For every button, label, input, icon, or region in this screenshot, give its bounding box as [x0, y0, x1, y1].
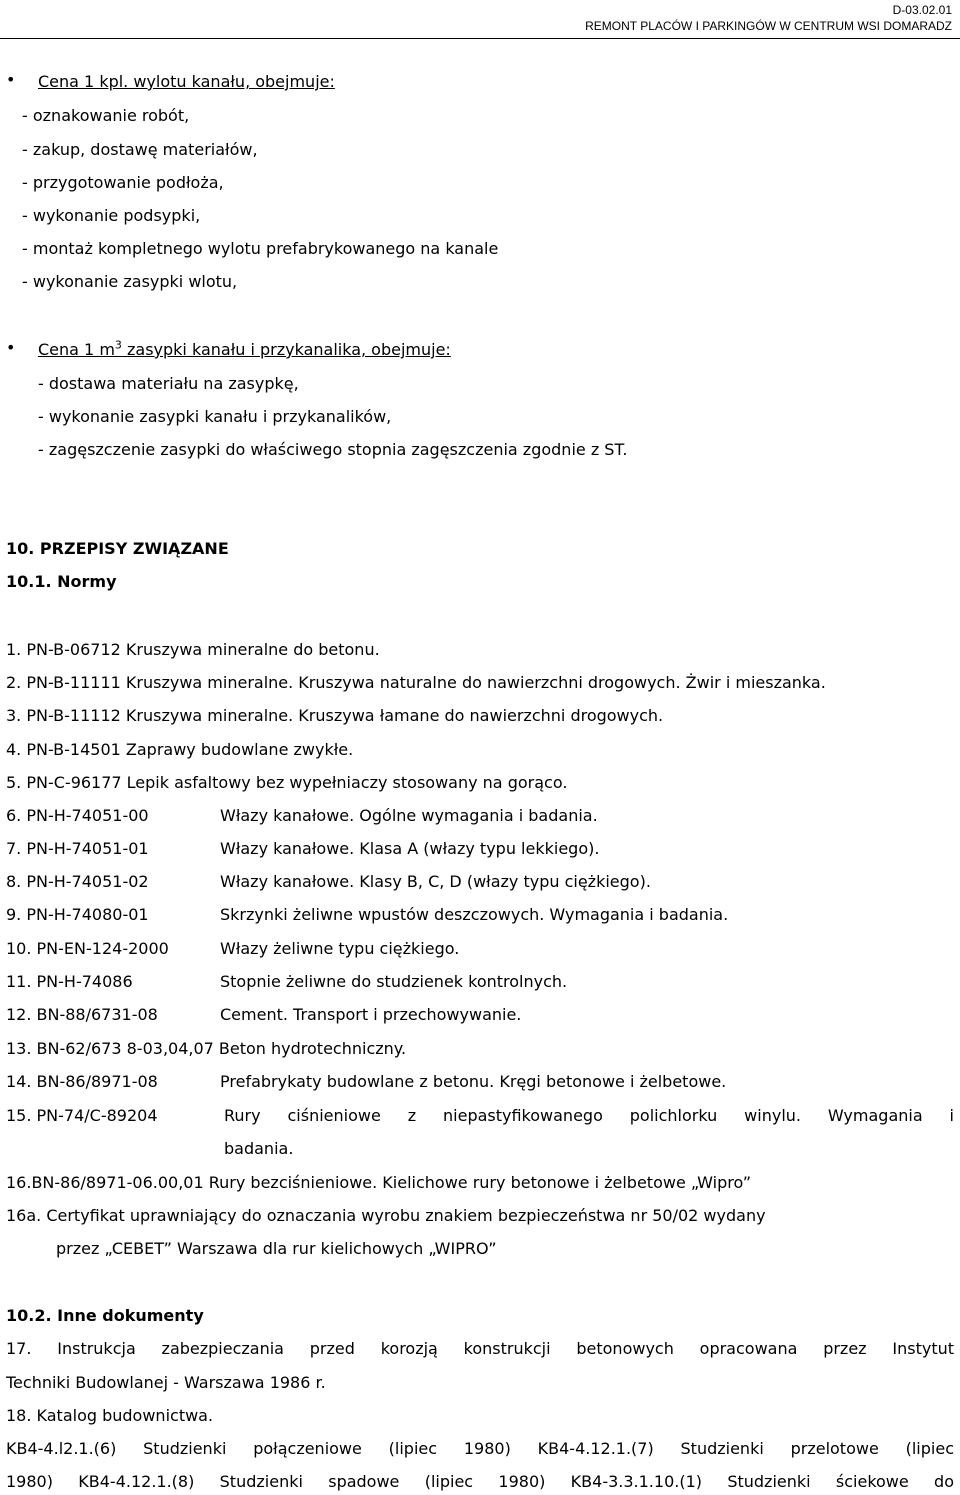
norm-code: 11. PN-H-74086 — [6, 972, 133, 991]
catalog-line: KB4-4.l2.1.(6) Studzienki połączeniowe (lipiec 1980) KB4-4.12.1.(7) Studzienki przelotowe (lipiec — [6, 1439, 954, 1458]
page-header — [585, 2, 952, 34]
bullet1-item: - wykonanie podsypki, — [22, 206, 201, 225]
norm-item: 4. PN-B-14501 Zaprawy budowlane zwykłe. — [6, 740, 354, 759]
bullet2-title: Cena 1 $m^3$ zasypki kanału i przykanalika, obejmuje: — [38, 338, 451, 359]
section-heading: 10. PRZEPISY ZWIĄZANE — [6, 539, 229, 558]
bullet1-item: - montaż kompletnego wylotu prefabrykowanego na kanale — [22, 239, 499, 258]
norm-description-continued: badania. — [224, 1139, 294, 1158]
header-divider — [0, 38, 960, 39]
norm-item: 16.BN-86/8971-06.00,01 Rury bezciśnieniowe. Kielichowe rury betonowe i żelbetowe „Wipro” — [6, 1173, 751, 1192]
catalog-line: 1980) KB4-4.12.1.(8) Studzienki spadowe (lipiec 1980) KB4-3.3.1.10.(1) Studzienki ściekowe do — [6, 1472, 954, 1491]
norm-item — [6, 937, 459, 961]
document-item: 17. Instrukcja zabezpieczania przed korozją konstrukcji betonowych opracowana przez Instytut — [6, 1339, 954, 1358]
bullet-icon: • — [6, 70, 16, 89]
norm-description: Włazy kanałowe. Klasy B, C, D (włazy typu ciężkiego). — [220, 872, 651, 891]
bullet2-item: - wykonanie zasypki kanału i przykanalików, — [38, 407, 392, 426]
norm-description: Cement. Transport i przechowywanie. — [220, 1005, 522, 1024]
bullet-icon: • — [6, 338, 16, 357]
norm-description: Włazy kanałowe. Ogólne wymagania i badania. — [220, 806, 598, 825]
norm-item: 1. PN-B-06712 Kruszywa mineralne do betonu. — [6, 640, 380, 659]
bullet1-title: Cena 1 kpl. wylotu kanału, obejmuje: — [38, 72, 335, 91]
norm-item — [6, 970, 567, 994]
norm-description: Włazy kanałowe. Klasa A (włazy typu lekkiego). — [220, 839, 600, 858]
document-item: 18. Katalog budownictwa. — [6, 1406, 214, 1425]
subsection-heading: 10.2. Inne dokumenty — [6, 1306, 204, 1325]
certificate-item-continued: przez „CEBET” Warszawa dla rur kielichowych „WIPRO” — [56, 1239, 497, 1258]
norm-code: 14. BN-86/8971-08 — [6, 1072, 158, 1091]
norm-item: 13. BN-62/673 8-03,04,07 Beton hydrotechniczny. — [6, 1039, 407, 1058]
norm-description: Skrzynki żeliwne wpustów deszczowych. Wymagania i badania. — [220, 905, 729, 924]
norm-item — [6, 837, 599, 861]
norm-description: Włazy żeliwne typu ciężkiego. — [220, 939, 460, 958]
bullet1-item: - oznakowanie robót, — [22, 106, 190, 125]
norm-code: 12. BN-88/6731-08 — [6, 1005, 158, 1024]
norm-description: Prefabrykaty budowlane z betonu. Kręgi betonowe i żelbetowe. — [220, 1072, 727, 1091]
bullet1-item: - wykonanie zasypki wlotu, — [22, 272, 238, 291]
bullet1-item: - zakup, dostawę materiałów, — [22, 140, 258, 159]
norm-code: 8. PN-H-74051-02 — [6, 872, 149, 891]
document-code: D-03.02.01 — [892, 3, 952, 17]
norm-code: 9. PN-H-74080-01 — [6, 905, 149, 924]
document-title: REMONT PLACÓW I PARKINGÓW W CENTRUM WSI DOMARADZ — [585, 19, 952, 33]
norm-item: 3. PN-B-11112 Kruszywa mineralne. Kruszywa łamane do nawierzchni drogowych. — [6, 706, 664, 725]
norm-item — [6, 804, 598, 828]
norm-item: 2. PN-B-11111 Kruszywa mineralne. Kruszywa naturalne do nawierzchni drogowych. Żwir i mieszanka. — [6, 673, 826, 692]
subsection-heading: 10.1. Normy — [6, 572, 117, 591]
norm-item — [6, 1003, 521, 1027]
document-item-continued: Techniki Budowlanej - Warszawa 1986 r. — [6, 1373, 326, 1392]
bullet1-item: - przygotowanie podłoża, — [22, 173, 224, 192]
norm-code: 10. PN-EN-124-2000 — [6, 939, 169, 958]
norm-code: 6. PN-H-74051-00 — [6, 806, 149, 825]
bullet2-item: - zagęszczenie zasypki do właściwego stopnia zagęszczenia zgodnie z ST. — [38, 440, 628, 459]
norm-description: Stopnie żeliwne do studzienek kontrolnych. — [220, 972, 568, 991]
norm-code: 15. PN-74/C-89204 — [6, 1106, 158, 1125]
norm-description: Rury ciśnieniowe z niepastyfikowanego polichlorku winylu. Wymagania i — [224, 1106, 954, 1125]
norm-code: 7. PN-H-74051-01 — [6, 839, 149, 858]
norm-item — [6, 903, 728, 927]
certificate-item: 16a. Certyfikat uprawniający do oznaczania wyrobu znakiem bezpieczeństwa nr 50/02 wydany — [6, 1206, 766, 1225]
bullet2-item: - dostawa materiału na zasypkę, — [38, 374, 299, 393]
norm-item — [6, 1070, 726, 1094]
norm-item — [6, 870, 651, 894]
norm-item: 5. PN-C-96177 Lepik asfaltowy bez wypełniaczy stosowany na gorąco. — [6, 773, 568, 792]
